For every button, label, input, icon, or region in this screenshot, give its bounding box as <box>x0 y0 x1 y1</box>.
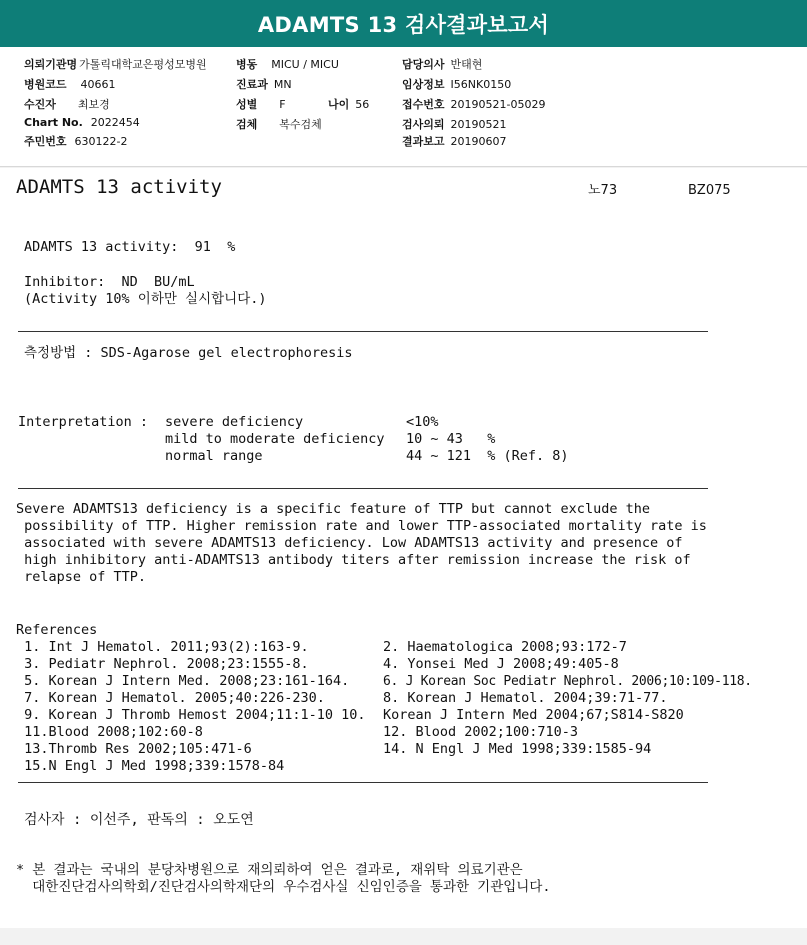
paragraph-line: associated with severe ADAMTS13 deficiency. Low ADAMTS13 activity and presence of <box>16 535 683 551</box>
paragraph-line: possibility of TTP. Higher remission rate and lower TTP-associated mortality rate is <box>16 518 707 534</box>
divider <box>18 488 708 489</box>
field-hospital: 의뢰기관명 가톨릭대학교은평성모병원 <box>24 58 207 71</box>
reference-item: 6. J Korean Soc Pediatr Nephrol. 2006;10:109-118. <box>383 674 752 689</box>
field-specimen: 검체 복수검체 <box>236 118 322 131</box>
footnote-line: 대한진단검사의학회/진단검사의학재단의 우수검사실 신임인증을 통과한 기관입니다. <box>16 879 551 895</box>
field-hospital-code: 병원코드 40661 <box>24 78 116 91</box>
reference-item: 2. Haematologica 2008;93:172-7 <box>383 639 627 655</box>
inhibitor-result: Inhibitor: ND BU/mL <box>24 274 195 290</box>
report-body <box>0 168 807 928</box>
note-1: 노73 <box>588 183 618 198</box>
method-line: 측정방법 : SDS-Agarose gel electrophoresis <box>24 345 353 361</box>
report-heading: ADAMTS 13 activity <box>16 176 222 198</box>
inhibitor-note: (Activity 10% 이하만 실시합니다.) <box>24 291 267 307</box>
field-age: 나이 56 <box>328 98 370 111</box>
paragraph-line: Severe ADAMTS13 deficiency is a specific feature of TTP but cannot exclude the <box>16 501 650 517</box>
interp-term: mild to moderate deficiency <box>165 431 385 447</box>
reference-item: 5. Korean J Intern Med. 2008;23:161-164. <box>16 673 350 689</box>
reference-item: 4. Yonsei Med J 2008;49:405-8 <box>383 656 619 672</box>
divider <box>18 782 708 783</box>
divider <box>18 331 708 332</box>
interp-term: severe deficiency <box>165 414 304 430</box>
field-chart-no: Chart No. 2022454 <box>24 116 140 129</box>
reference-item: 9. Korean J Thromb Hemost 2004;11:1-10 10. <box>16 707 366 723</box>
interp-range: <10% <box>406 414 439 430</box>
interp-range: 44 ~ 121 % (Ref. 8) <box>406 448 569 464</box>
activity-result: ADAMTS 13 activity: 91 % <box>24 239 236 255</box>
field-patient: 수진자 최보경 <box>24 98 110 111</box>
field-doctor: 담당의사 반태현 <box>402 58 483 71</box>
reference-item: 11.Blood 2008;102:60-8 <box>16 724 203 740</box>
header-info <box>0 47 807 167</box>
field-report-date: 결과보고 20190607 <box>402 135 507 148</box>
reference-item: 12. Blood 2002;100:710-3 <box>383 724 579 740</box>
reference-item: 15.N Engl J Med 1998;339:1578-84 <box>16 758 285 774</box>
interp-term: normal range <box>165 448 263 464</box>
field-ward: 병동 MICU / MICU <box>236 58 339 71</box>
references-title: References <box>16 622 98 638</box>
field-sex: 성별 F <box>236 98 286 111</box>
interpretation-label: Interpretation : <box>18 414 149 430</box>
field-receipt-no: 접수번호 20190521-05029 <box>402 98 546 111</box>
interp-range: 10 ~ 43 % <box>406 431 496 447</box>
reference-item: 7. Korean J Hematol. 2005;40:226-230. <box>16 690 325 706</box>
reference-item: Korean J Intern Med 2004;67;S814-S820 <box>383 707 684 723</box>
field-request-date: 검사의뢰 20190521 <box>402 118 507 131</box>
reference-item: 3. Pediatr Nephrol. 2008;23:1555-8. <box>16 656 309 672</box>
reference-item: 13.Thromb Res 2002;105:471-6 <box>16 741 252 757</box>
note-2: BZ075 <box>688 183 731 198</box>
reference-item: 8. Korean J Hematol. 2004;39:71-77. <box>383 690 668 706</box>
paragraph-line: relapse of TTP. <box>16 569 147 585</box>
report-title: ADAMTS 13 검사결과보고서 <box>0 0 807 47</box>
paragraph-line: high inhibitory anti-ADAMTS13 antibody titers after remission increase the risk of <box>16 552 691 568</box>
footnote-line: * 본 결과는 국내의 분당차병원으로 재의뢰하여 얻은 결과로, 재위탁 의료기관은 <box>16 862 523 878</box>
examiner-line: 검사자 : 이선주, 판독의 : 오도연 <box>24 812 254 828</box>
reference-item: 14. N Engl J Med 1998;339:1585-94 <box>383 741 652 757</box>
field-department: 진료과 MN <box>236 78 292 91</box>
field-clinical-info: 임상정보 I56NK0150 <box>402 78 512 91</box>
field-resident-no: 주민번호 630122-2 <box>24 135 128 148</box>
reference-item: 1. Int J Hematol. 2011;93(2):163-9. <box>16 639 309 655</box>
